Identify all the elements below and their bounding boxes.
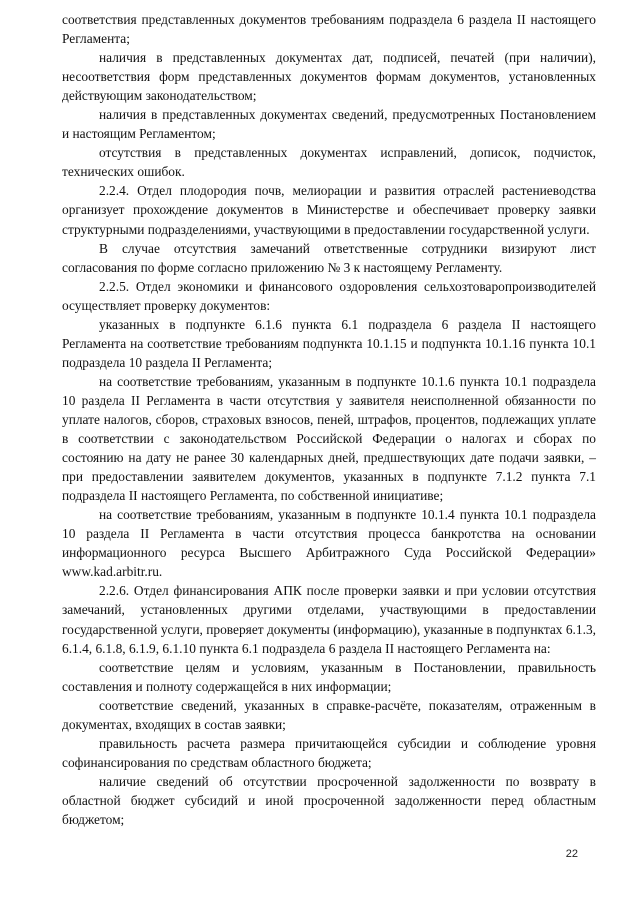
paragraph: 2.2.6. Отдел финансирования АПК после проверки заявки и при условии отсутствия замечаний, установленных другими отделами, участвующими в предоставлении государственной услуги, проверяет документы (информацию), указанные в подпунктах 6.1.3, 6.1.4, 6.1.8, 6.1.9, 6.1.10 пункта 6.1 подраздела 6 раздела II настоящего Регламента на: — [62, 583, 596, 656]
paragraph: на соответствие требованиям, указанным в подпункте 10.1.6 пункта 10.1 подраздела 10 раздела II Регламента в части отсутствия у заявителя неисполненной обязанности по уплате налогов, сборов, страховых взносов, пеней, штрафов, процентов, подлежащих уплате в соответствии с законодательством Российской Федерации о налогах и сборах по состоянию на дату не ранее 30 календарных дней, предшествующих дате подачи заявки, – при предоставлении заявителем документов, указанных в подпункте 7.1.2 пункта 7.1 подраздела II настоящего Регламента, по собственной инициативе; — [62, 373, 596, 504]
paragraph: соответствие целям и условиям, указанным в Постановлении, правильность составления и полноту содержащейся в них информации; — [62, 659, 596, 694]
paragraph: отсутствия в представленных документах исправлений, дописок, подчисток, технических ошибок. — [62, 145, 596, 180]
paragraph: 2.2.5. Отдел экономики и финансового оздоровления сельхозтоваропроизводителей осуществляет проверку документов: — [62, 278, 596, 313]
page-number: 22 — [565, 848, 578, 860]
paragraph: наличие сведений об отсутствии просроченной задолженности по возврату в областной бюджет субсидий и иной просроченной задолженности перед областным бюджетом; — [62, 773, 596, 827]
paragraph: 2.2.4. Отдел плодородия почв, мелиорации и развития отраслей растениеводства организует прохождение документов в Министерстве и обеспечивает проверку заявки структурными подразделениями, участвующими в предоставлении государственной услуги. — [62, 183, 596, 237]
paragraph: правильность расчета размера причитающейся субсидии и соблюдение уровня софинансирования по средствам областного бюджета; — [62, 735, 596, 770]
paragraph: соответствия представленных документов требованиям подраздела 6 раздела II настоящего Регламента; — [62, 12, 596, 47]
paragraph: наличия в представленных документах дат, подписей, печатей (при наличии), несоответствия форм представленных документов формам документов, установленных действующим законодательством; — [62, 50, 596, 104]
paragraph: указанных в подпункте 6.1.6 пункта 6.1 подраздела 6 раздела II настоящего Регламента на соответствие требованиям подпункта 10.1.15 и подпункта 10.1.16 пункта 10.1 подраздела 10 раздела II Регламента; — [62, 316, 596, 370]
paragraph: наличия в представленных документах сведений, предусмотренных Постановлением и настоящим Регламентом; — [62, 107, 596, 142]
paragraph: соответствие сведений, указанных в справке-расчёте, показателям, отраженным в документах, входящих в состав заявки; — [62, 697, 596, 732]
paragraph: на соответствие требованиям, указанным в подпункте 10.1.4 пункта 10.1 подраздела 10 раздела II Регламента в части отсутствия процесса банкротства на основании информационного ресурса Высшего Арбитражного Суда Российской Федерации» www.kad.arbitr.ru. — [62, 507, 596, 580]
paragraph: В случае отсутствия замечаний ответственные сотрудники визируют лист согласования по форме согласно приложению № 3 к настоящему Регламенту. — [62, 240, 596, 275]
document-body — [62, 10, 596, 829]
